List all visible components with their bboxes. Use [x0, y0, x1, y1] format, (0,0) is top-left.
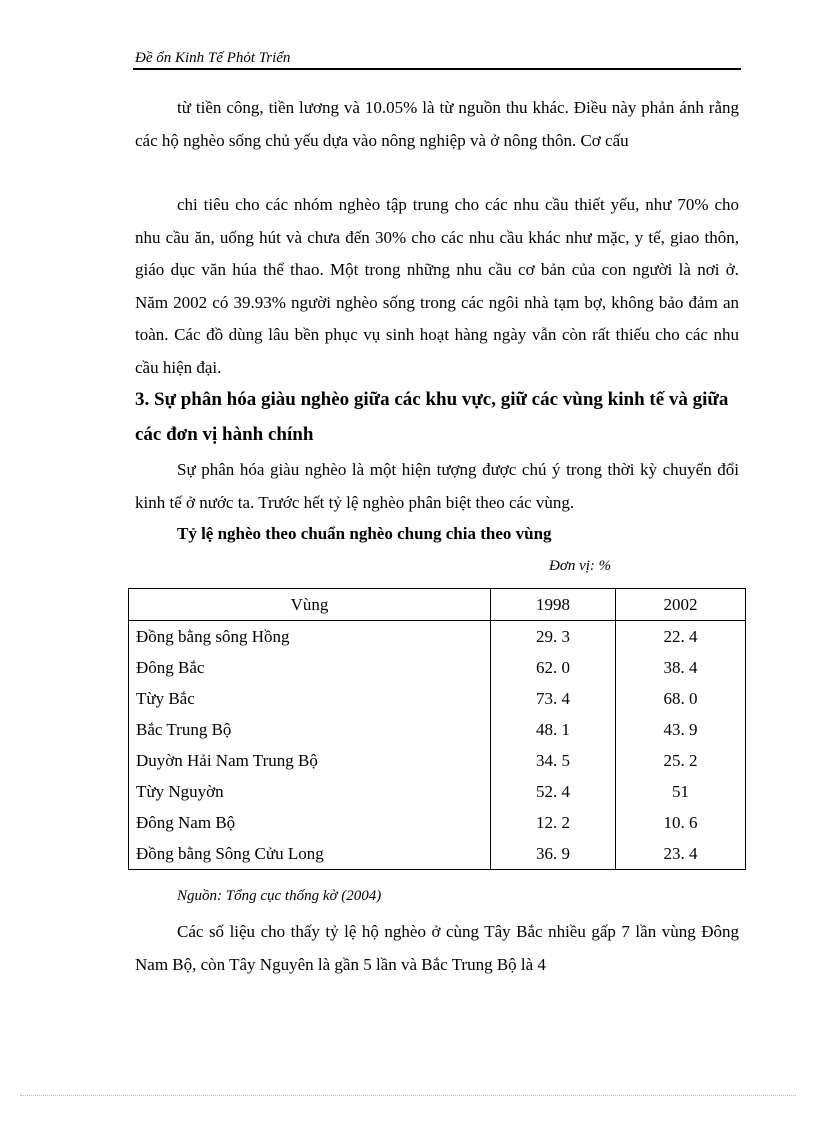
table-title: Tỷ lệ nghèo theo chuẩn nghèo chung chia theo vùng: [177, 524, 552, 543]
table-row: [129, 745, 746, 776]
value-1998-cell: 36. 9: [491, 838, 616, 870]
value-2002-cell: 25. 2: [616, 745, 746, 776]
value-1998-cell: 12. 2: [491, 807, 616, 838]
column-header-1998: 1998: [491, 589, 616, 621]
value-2002-cell: 10. 6: [616, 807, 746, 838]
table-row: [129, 652, 746, 683]
region-cell: Đồng bằng Sông Cửu Long: [129, 838, 491, 870]
value-2002-cell: 43. 9: [616, 714, 746, 745]
paragraph-spending: chi tiêu cho các nhóm nghèo tập trung cho các nhu cầu thiết yếu, như 70% cho nhu cầu ăn, uống hút và chưa đến 30% cho các nhu cầu khác như mặc, y tế, giao thôn, giáo dục văn húa thể thao. Một trong những nhu cầu cơ bản của con người là nơi ở. Năm 2002 có 39.93% người nghèo sống trong các ngôi nhà tạm bợ, không bảo đảm an toàn. Các đồ dùng lâu bền phục vụ sinh hoạt hàng ngày vẫn còn rất thiếu cho các nhu cầu hiện đại.: [135, 195, 739, 377]
region-cell: Bắc Trung Bộ: [129, 714, 491, 745]
region-cell: Từy Bắc: [129, 683, 491, 714]
table-row: [129, 776, 746, 807]
value-1998-cell: 29. 3: [491, 621, 616, 653]
paragraph-income: từ tiền công, tiền lương và 10.05% là từ nguồn thu khác. Điều này phản ánh rằng các hộ nghèo sống chủ yếu dựa vào nông nghiệp và ở nông thôn. Cơ cấu: [135, 98, 739, 150]
table-header-row: [129, 589, 746, 621]
poverty-rate-table: [128, 588, 746, 870]
region-cell: Đông Bắc: [129, 652, 491, 683]
page-bottom-border: [20, 1095, 796, 1096]
value-2002-cell: 23. 4: [616, 838, 746, 870]
region-cell: Duyờn Hải Nam Trung Bộ: [129, 745, 491, 776]
value-1998-cell: 52. 4: [491, 776, 616, 807]
table-row: [129, 807, 746, 838]
section-heading: 3. Sự phân hóa giàu nghèo giữa các khu vực, giữ các vùng kinh tế và giữa các đơn vị hành chính: [135, 389, 729, 445]
region-cell: Đồng bằng sông Hồng: [129, 621, 491, 653]
table-unit: Đơn vị: %: [549, 558, 612, 574]
page-header-title: Đề ổn Kinh Tế Phỏt Triển: [135, 50, 291, 66]
table-row: [129, 683, 746, 714]
region-cell: Đông Nam Bộ: [129, 807, 491, 838]
column-header-region: Vùng: [129, 589, 491, 621]
table-row: [129, 838, 746, 870]
value-2002-cell: 22. 4: [616, 621, 746, 653]
value-1998-cell: 62. 0: [491, 652, 616, 683]
paragraph-comparison: Các số liệu cho thấy tỷ lệ hộ nghèo ở cùng Tây Bắc nhiều gấp 7 lần vùng Đông Nam Bộ, còn Tây Nguyên là gần 5 lần và Bắc Trung Bộ là 4: [135, 922, 739, 974]
table-source: Nguồn: Tổng cục thống kờ (2004): [177, 888, 382, 904]
region-cell: Từy Nguyờn: [129, 776, 491, 807]
value-1998-cell: 34. 5: [491, 745, 616, 776]
value-2002-cell: 38. 4: [616, 652, 746, 683]
paragraph-differentiation: Sự phân hóa giàu nghèo là một hiện tượng được chú ý trong thời kỳ chuyển đổi kinh tế ở nước ta. Trước hết tỷ lệ nghèo phân biệt theo các vùng.: [135, 460, 739, 512]
value-2002-cell: 68. 0: [616, 683, 746, 714]
value-2002-cell: 51: [616, 776, 746, 807]
value-1998-cell: 48. 1: [491, 714, 616, 745]
column-header-2002: 2002: [616, 589, 746, 621]
table-row: [129, 714, 746, 745]
value-1998-cell: 73. 4: [491, 683, 616, 714]
header-rule: [133, 68, 741, 70]
table-row: [129, 621, 746, 653]
